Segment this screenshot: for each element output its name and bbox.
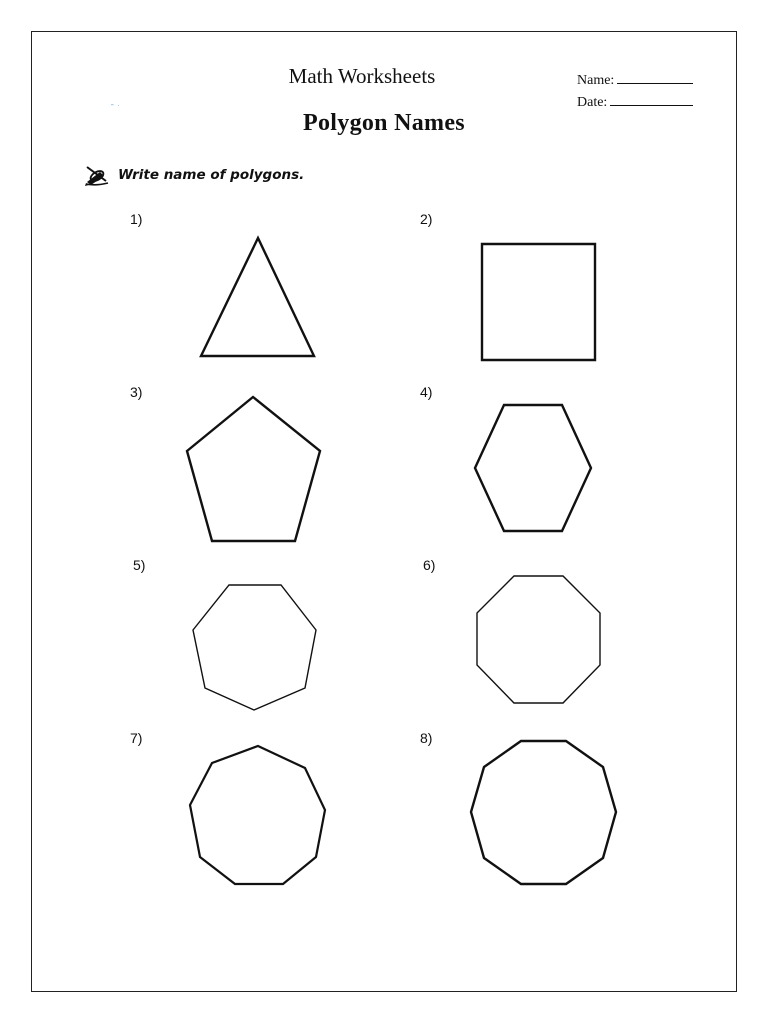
question-number-1: 1) [130,211,143,227]
instruction-text: Write name of polygons. [118,167,305,183]
question-number-5: 5) [133,557,146,573]
question-number-6: 6) [423,557,436,573]
worksheet-series-title: Math Worksheets [288,64,436,88]
question-number-7: 7) [130,730,143,746]
question-number-3: 3) [130,384,143,400]
date-line[interactable] [610,93,693,106]
name-field[interactable] [577,71,693,89]
date-label: Date: [577,95,608,110]
instruction [84,164,304,186]
faint-mark: ⁃ · [110,100,120,110]
question-number-8: 8) [420,730,433,746]
name-line[interactable] [617,71,693,84]
name-label: Name: [577,73,615,88]
question-number-2: 2) [420,211,433,227]
question-number-4: 4) [420,384,433,400]
page-title: Polygon Names [303,110,465,136]
date-field[interactable] [577,93,693,111]
pencil-icon [84,164,110,186]
